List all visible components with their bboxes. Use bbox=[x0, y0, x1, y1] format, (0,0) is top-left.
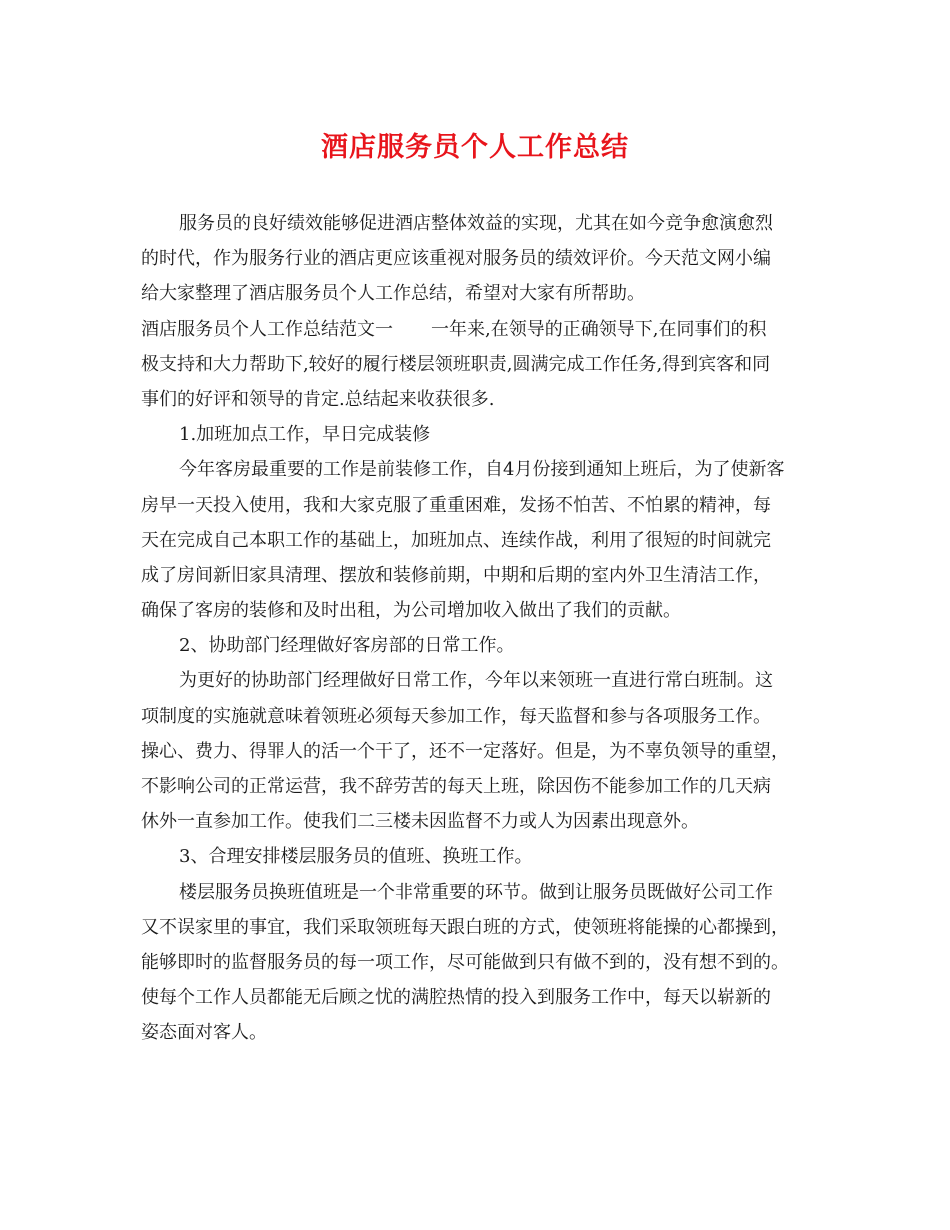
document-body bbox=[141, 206, 821, 1051]
section-heading: 酒店服务员个人工作总结范文一 bbox=[141, 318, 393, 340]
paragraph-text: 一年来,在领导的正确领导下,在同事们的积 bbox=[431, 318, 767, 340]
paragraph-line: 今年客房最重要的工作是前装修工作，自4月份接到通知上班后，为了使新客 bbox=[179, 459, 785, 481]
paragraph-line: 不影响公司的正常运营，我不辞劳苦的每天上班，除因伤不能参加工作的几天病 bbox=[141, 776, 771, 797]
subheading-line: 3、合理安排楼层服务员的值班、换班工作。 bbox=[179, 846, 533, 868]
subheading-line: 1.加班加点工作，早日完成装修 bbox=[179, 424, 431, 446]
paragraph-line: 确保了客房的装修和及时出租，为公司增加收入做出了我们的贡献。 bbox=[141, 600, 681, 622]
paragraph-line: 事们的好评和领导的肯定.总结起来收获很多. bbox=[141, 388, 495, 410]
paragraph-line: 给大家整理了酒店服务员个人工作总结，希望对大家有所帮助。 bbox=[141, 283, 645, 305]
paragraph-line: 成了房间新旧家具清理、摆放和装修前期，中期和后期的室内外卫生清洁工作， bbox=[141, 564, 771, 586]
paragraph-line: 极支持和大力帮助下,较好的履行楼层领班职责,圆满完成工作任务,得到宾客和同 bbox=[141, 353, 771, 375]
paragraph-line: 能够即时的监督服务员的每一项工作，尽可能做到只有做不到的，没有想不到的。 bbox=[141, 951, 789, 973]
paragraph-line: 使每个工作人员都能无后顾之忧的满腔热情的投入到服务工作中，每天以崭新的 bbox=[141, 987, 771, 1009]
paragraph-line: 项制度的实施就意味着领班必须每天参加工作，每天监督和参与各项服务工作。 bbox=[141, 705, 771, 727]
paragraph-line: 楼层服务员换班值班是一个非常重要的环节。做到让服务员既做好公司工作 bbox=[179, 881, 773, 903]
paragraph-line: 天在完成自己本职工作的基础上，加班加点、连续作战，利用了很短的时间就完 bbox=[141, 529, 771, 551]
paragraph-line: 又不误家里的事宜，我们采取领班每天跟白班的方式，使领班将能操的心都操到， bbox=[141, 916, 789, 938]
paragraph-line bbox=[141, 312, 821, 347]
subheading-line: 2、协助部门经理做好客房部的日常工作。 bbox=[179, 635, 515, 657]
paragraph-line: 的时代，作为服务行业的酒店更应该重视对服务员的绩效评价。今天范文网小编 bbox=[141, 248, 771, 270]
paragraph-line: 服务员的良好绩效能够促进酒店整体效益的实现，尤其在如今竞争愈演愈烈 bbox=[179, 213, 773, 234]
paragraph-line: 房早一天投入使用，我和大家克服了重重困难，发扬不怕苦、不怕累的精神，每 bbox=[141, 494, 771, 516]
document-title: 酒店服务员个人工作总结 bbox=[321, 132, 629, 163]
paragraph-line: 操心、费力、得罪人的活一个干了，还不一定落好。但是，为不辜负领导的重望， bbox=[141, 740, 789, 762]
paragraph-line: 休外一直参加工作。使我们二三楼未因监督不力或人为因素出现意外。 bbox=[141, 811, 699, 833]
paragraph-line: 姿态面对客人。 bbox=[141, 1022, 267, 1044]
paragraph-line: 为更好的协助部门经理做好日常工作，今年以来领班一直进行常白班制。这 bbox=[179, 670, 773, 692]
